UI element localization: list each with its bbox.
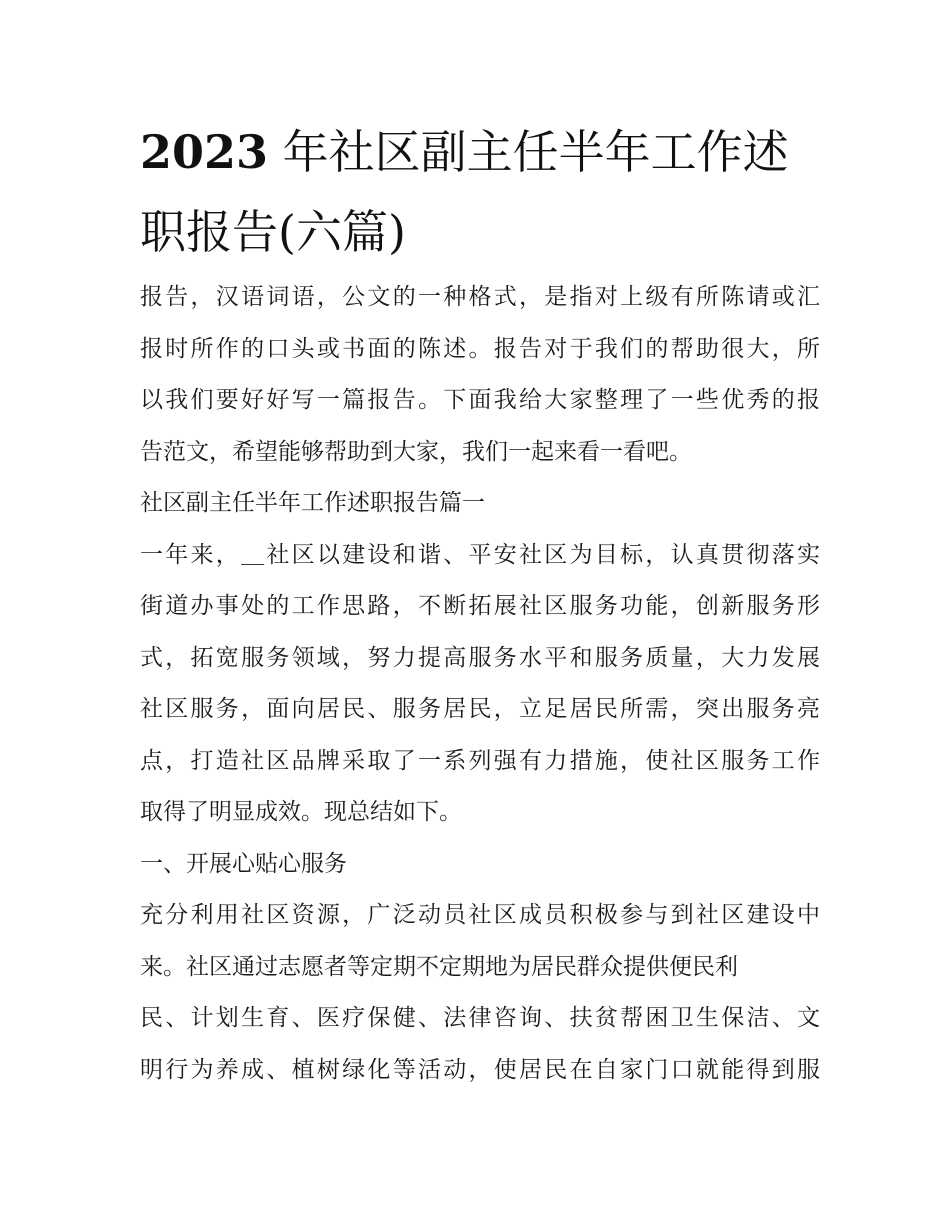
- section-heading: 社区副主任半年工作述职报告篇一: [140, 490, 485, 516]
- title-line-1: [140, 112, 820, 192]
- body-line: 民、计划生育、医疗保健、法律咨询、扶贫帮困卫生保洁、文: [140, 1005, 820, 1031]
- body-line: 点，打造社区品牌采取了一系列强有力措施，使社区服务工作: [140, 747, 820, 774]
- title-line-2: 职报告(六篇): [140, 205, 406, 259]
- title-line-1-text: 年社区副主任半年工作述: [268, 125, 789, 179]
- body-line: 以我们要好好写一篇报告。下面我给大家整理了一些优秀的报: [140, 387, 820, 413]
- document-body: [140, 272, 820, 1096]
- title-year: 2023: [140, 125, 269, 179]
- body-line: 社区服务，面向居民、服务居民，立足居民所需，突出服务亮: [140, 696, 820, 722]
- body-line: 街道办事处的工作思路，不断拓展社区服务功能，创新服务形: [140, 593, 820, 619]
- body-line: 一年来，＿社区以建设和谐、平安社区为目标，认真贯彻落实: [140, 541, 820, 568]
- body-line: 告范文，希望能够帮助到大家，我们一起来看一看吧。: [140, 438, 692, 465]
- body-line: 来。社区通过志愿者等定期不定期地为居民群众提供便民利: [140, 953, 738, 980]
- body-line: 报时所作的口头或书面的陈述。报告对于我们的帮助很大，所: [140, 335, 820, 362]
- subsection-heading: 一、开展心贴心服务: [140, 850, 347, 877]
- body-line: 式，拓宽服务领域，努力提高服务水平和服务质量，大力发展: [140, 644, 820, 671]
- body-line: 报告，汉语词语，公文的一种格式，是指对上级有所陈请或汇: [140, 284, 820, 310]
- body-line: 充分利用社区资源，广泛动员社区成员积极参与到社区建设中: [140, 902, 820, 928]
- document-title: [140, 112, 820, 272]
- body-line: 取得了明显成效。现总结如下。: [140, 799, 462, 825]
- body-line: 明行为养成、植树绿化等活动，使居民在自家门口就能得到服: [140, 1056, 820, 1083]
